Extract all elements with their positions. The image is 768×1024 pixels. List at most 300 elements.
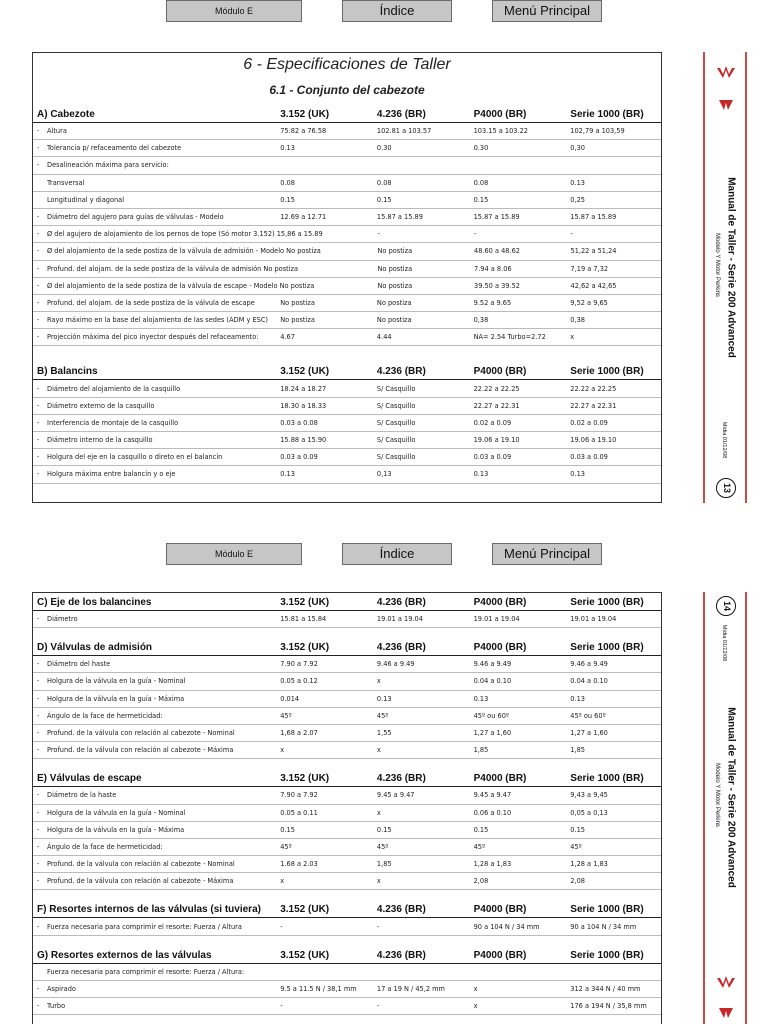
bullet-dash: - xyxy=(37,161,40,170)
cell-value: 45º xyxy=(280,711,292,720)
spec-section xyxy=(33,769,661,890)
cell-value: No postiza xyxy=(377,247,413,256)
row-label-text: Interferencia de montaje de la casquillo xyxy=(47,418,179,427)
column-header: Serie 1000 (BR) xyxy=(570,904,644,916)
section-title: G) Resortes externos de las válvulas xyxy=(37,949,212,961)
row-label xyxy=(33,402,278,410)
row-label-text: Ángulo de la face de hermeticidad: xyxy=(47,842,163,851)
table-row xyxy=(33,278,661,295)
cell-value: 0,05 a 0,13 xyxy=(570,808,608,817)
spec-section xyxy=(33,946,661,1016)
row-label xyxy=(33,144,278,152)
page-number-14: 14 xyxy=(716,596,736,616)
section-title: E) Válvulas de escape xyxy=(37,773,142,785)
cell-value: 0.13 xyxy=(473,470,489,479)
cell-value: 45º ou 60º xyxy=(570,711,606,720)
table-row xyxy=(33,398,661,415)
cell-value: 45º xyxy=(376,842,389,851)
cell-value: - xyxy=(474,230,477,239)
row-label-text: Diámetro interno de la casquillo xyxy=(47,436,153,445)
bullet-dash: - xyxy=(37,825,40,834)
cell-value: 4.67 xyxy=(280,333,295,342)
cell-value: 12.69 a 12.71 xyxy=(280,213,327,222)
cell-value: 48.60 a 48.62 xyxy=(474,247,520,256)
row-label-text: Transversal xyxy=(47,178,85,187)
bullet-dash: - xyxy=(37,984,40,993)
section-header xyxy=(33,105,661,123)
bullet-dash: - xyxy=(37,264,40,273)
spec-section xyxy=(33,105,661,346)
bullet-dash: - xyxy=(37,384,40,393)
bullet-dash: - xyxy=(37,436,40,445)
bullet-dash: - xyxy=(37,298,40,307)
cell-value: 22.22 a 22.25 xyxy=(570,384,617,393)
row-label-text: Tolerancia p/ refaceamento del cabezote xyxy=(47,144,182,153)
cell-value: No postiza xyxy=(377,281,413,290)
table-row xyxy=(33,175,661,192)
row-label xyxy=(33,316,278,324)
column-header: Serie 1000 (BR) xyxy=(570,949,644,961)
row-label-text: Ø del alojamiento de la sede postiza de la válvula de admisión - Modelo No postiza xyxy=(47,247,321,256)
column-header: 4.236 (BR) xyxy=(376,904,426,916)
cell-value: 0.08 xyxy=(473,178,489,187)
row-label xyxy=(33,333,278,341)
cell-value: 0.30 xyxy=(473,144,489,153)
row-label xyxy=(33,385,278,393)
cell-value: x xyxy=(376,677,381,686)
cell-value: 15.81 a 15.84 xyxy=(280,615,327,624)
bullet-dash: - xyxy=(37,842,40,851)
row-label-text: Holgura de la válvula en la guía - Nominal xyxy=(47,808,186,817)
column-header: 3.152 (UK) xyxy=(280,366,330,378)
cell-value: 0.03 a 0.08 xyxy=(280,418,318,427)
cell-value: x xyxy=(473,984,478,993)
section-title: C) Eje de los balancines xyxy=(37,597,152,608)
table-row xyxy=(33,787,661,804)
page-subtitle: 6.1 - Conjunto del cabezote xyxy=(269,83,425,97)
column-header: P4000 (BR) xyxy=(473,642,527,654)
row-label xyxy=(33,985,278,993)
bullet-dash: - xyxy=(37,677,40,686)
column-header: Serie 1000 (BR) xyxy=(570,773,644,785)
table-row xyxy=(33,380,661,397)
cell-value: 0.15 xyxy=(473,825,489,834)
cell-value: 90 a 104 N / 34 mm xyxy=(570,922,637,931)
cell-value: 0.08 xyxy=(376,178,392,187)
cell-value: 17 a 19 N / 45,2 mm xyxy=(376,984,445,993)
row-label-text: Fuerza necesaria para comprimir el resorte: Fuerza / Altura: xyxy=(47,967,245,976)
cell-value: 1,85 xyxy=(473,746,489,755)
table-row xyxy=(33,123,661,140)
section-header xyxy=(33,362,661,380)
cell-value: S/ Casquillo xyxy=(376,436,416,445)
cell-value: 45º ou 60º xyxy=(473,711,509,720)
table-row xyxy=(33,415,661,432)
section-title: A) Cabezote xyxy=(37,109,95,120)
table-row xyxy=(33,157,661,174)
cell-value: 19.01 a 19.04 xyxy=(570,615,617,624)
table-row xyxy=(33,209,661,226)
page-spine-14 xyxy=(703,592,747,1024)
section-header xyxy=(33,946,661,964)
cell-value: 102.81 a 103.57 xyxy=(376,127,432,136)
cell-value: 0.13 xyxy=(280,144,295,153)
cell-value: - xyxy=(280,1002,283,1011)
cell-value: 1.68 a 2.03 xyxy=(280,860,318,869)
cell-value: 9.46 a 9.49 xyxy=(473,660,512,669)
row-label-text: Profund. de la válvula con relación al cabezote - Máxima xyxy=(47,877,234,886)
indice-button-2[interactable]: Índice xyxy=(342,543,452,565)
row-label-text: Profund. del alojam. de la sede postiza de la válvula de escape xyxy=(47,298,255,307)
cell-value: 0.13 xyxy=(280,470,295,479)
cell-value: 18.30 a 18.33 xyxy=(280,401,327,410)
spine-title-2: Manual de Taller - Serie 200 Advanced xyxy=(725,707,737,888)
menu-principal-button-2[interactable]: Menú Principal xyxy=(492,543,602,565)
bullet-dash: - xyxy=(37,711,40,720)
cell-value: 176 a 194 N / 35,8 mm xyxy=(570,1002,647,1011)
cell-value: 0.13 xyxy=(473,694,489,703)
table-row xyxy=(33,964,661,981)
bullet-dash: - xyxy=(37,247,40,256)
cell-value: No postiza xyxy=(376,298,412,307)
table-row xyxy=(33,708,661,725)
cell-value: 9,43 a 9,45 xyxy=(570,791,608,800)
cell-value: 0,38 xyxy=(473,316,489,325)
table-row xyxy=(33,261,661,278)
bullet-dash: - xyxy=(37,281,40,290)
row-label xyxy=(33,695,278,703)
brand-logo-icon-2 xyxy=(715,974,737,994)
cell-value: 0,13 xyxy=(376,470,392,479)
cell-value: 0.13 xyxy=(570,470,585,479)
cell-value: 15.87 a 15.89 xyxy=(473,213,520,222)
spec-sheet-page-14 xyxy=(32,592,662,1024)
cell-value: 0.04 a 0.10 xyxy=(473,677,512,686)
cell-value: 2,08 xyxy=(473,877,489,886)
row-label xyxy=(33,161,278,169)
row-label xyxy=(33,677,278,685)
spec-sections-2 xyxy=(33,593,661,1015)
bullet-dash: - xyxy=(37,453,40,462)
row-label-text: Holgura de la válvula en la guía - Máxima xyxy=(47,825,185,834)
cell-value: - xyxy=(280,922,283,931)
bullet-dash: - xyxy=(37,791,40,800)
indice-button[interactable]: Índice xyxy=(342,0,452,22)
cell-value: 0,30 xyxy=(570,144,585,153)
column-header: Serie 1000 (BR) xyxy=(570,366,644,378)
section-header xyxy=(33,593,661,611)
cell-value: 1,27 a 1,60 xyxy=(473,729,512,738)
row-label xyxy=(33,712,278,720)
spec-section xyxy=(33,900,661,935)
cell-value: 1,85 xyxy=(570,746,585,755)
row-label xyxy=(33,230,323,239)
cell-value: 9.52 a 9.65 xyxy=(473,298,512,307)
column-header: 4.236 (BR) xyxy=(376,366,426,378)
page-title: 6 - Especificaciones de Taller xyxy=(243,56,451,73)
cell-value: No postiza xyxy=(377,264,413,273)
table-row xyxy=(33,998,661,1015)
cell-value: 0,25 xyxy=(570,195,585,204)
row-label xyxy=(33,968,278,976)
column-header: 3.152 (UK) xyxy=(280,949,330,961)
row-label xyxy=(33,791,278,799)
cell-value: 7,19 a 7,32 xyxy=(570,264,609,273)
table-row xyxy=(33,611,661,628)
row-label-text: Profund. de la válvula con relación al cabezote - Nominal xyxy=(47,729,235,738)
table-row xyxy=(33,691,661,708)
row-label-text: Longitudinal y diagonal xyxy=(47,195,125,204)
spec-sections xyxy=(33,105,661,484)
modulo-e-button[interactable]: Módulo E xyxy=(166,0,302,22)
column-header: 4.236 (BR) xyxy=(376,642,426,654)
spine-title: Manual de Taller - Serie 200 Advanced xyxy=(725,177,737,358)
cell-value: 0.30 xyxy=(376,144,392,153)
row-label-text: Diámetro del alojamiento de la casquillo xyxy=(47,384,181,393)
column-header: 3.152 (UK) xyxy=(280,109,330,120)
cell-value: 45º xyxy=(376,711,389,720)
cell-value: 7.90 a 7.92 xyxy=(280,791,318,800)
cell-value: 1,68 a 2.07 xyxy=(280,729,318,738)
cell-value: 0.08 xyxy=(280,178,295,187)
cell-value: 312 a 344 N / 40 mm xyxy=(570,984,641,993)
table-row xyxy=(33,918,661,935)
cell-value: 15.87 a 15.89 xyxy=(570,213,617,222)
table-row xyxy=(33,449,661,466)
bullet-dash: - xyxy=(37,213,40,222)
row-label-text: Desalineación máxima para servicio: xyxy=(47,161,169,170)
cell-value: 7.94 a 8.06 xyxy=(474,264,512,273)
section-title: B) Balancins xyxy=(37,366,98,378)
column-header: P4000 (BR) xyxy=(473,773,527,785)
cell-value: x xyxy=(570,333,575,342)
bullet-dash: - xyxy=(37,615,40,624)
bullet-dash: - xyxy=(37,694,40,703)
cell-value: 102,79 a 103,59 xyxy=(570,127,625,136)
page-spine-13 xyxy=(703,52,747,503)
table-row xyxy=(33,329,661,346)
column-header: 3.152 (UK) xyxy=(280,642,330,654)
bullet-dash: - xyxy=(37,333,40,342)
cell-value: 103.15 a 103.22 xyxy=(473,127,528,136)
row-label-text: Holgura del eje en la casquillo o direto en el balancín xyxy=(47,453,223,462)
row-label-text: Holgura de la válvula en la guía - Nominal xyxy=(47,677,186,686)
bullet-dash: - xyxy=(37,230,40,239)
spine-date: Mídia 01/12/08 xyxy=(721,421,727,459)
bullet-dash: - xyxy=(37,1002,40,1011)
row-label xyxy=(33,281,315,290)
row-label xyxy=(33,1002,278,1010)
row-label xyxy=(33,729,278,737)
table-row xyxy=(33,312,661,329)
cell-value: 9.46 a 9.49 xyxy=(570,660,608,669)
row-label-text: Profund. de la válvula con relación al cabezote - Máxima xyxy=(47,746,234,755)
cell-value: 9.46 a 9.49 xyxy=(376,660,415,669)
row-label-text: Fuerza necesaria para comprimir el resorte: Fuerza / Altura xyxy=(47,922,242,931)
cell-value: 22.27 a 22.31 xyxy=(570,401,617,410)
brand-logo-small-icon xyxy=(715,94,737,114)
cell-value: 75.82 a 76.58 xyxy=(280,127,327,136)
cell-value: 39.50 a 39.52 xyxy=(474,281,520,290)
section-header xyxy=(33,900,661,918)
bullet-dash: - xyxy=(37,746,40,755)
table-row xyxy=(33,466,661,483)
cell-value: 51,22 a 51,24 xyxy=(570,247,617,256)
row-label-text: Profund. de la válvula con relación al cabezote - Nominal xyxy=(47,860,235,869)
cell-value: x xyxy=(376,877,381,886)
cell-value: 0.03 a 0.09 xyxy=(570,453,608,462)
row-label xyxy=(33,877,278,885)
table-row xyxy=(33,839,661,856)
column-header: P4000 (BR) xyxy=(473,949,527,961)
cell-value: 1,27 a 1,60 xyxy=(570,729,608,738)
row-label xyxy=(33,213,278,221)
row-label-text: Holgura de la válvula en la guía - Máxima xyxy=(47,694,185,703)
bullet-dash: - xyxy=(37,144,40,153)
column-header: P4000 (BR) xyxy=(473,904,527,916)
cell-value: No postiza xyxy=(280,316,315,325)
second-navbar xyxy=(0,543,768,567)
cell-value: 1,28 a 1,83 xyxy=(473,860,512,869)
cell-value: 19.01 a 19.04 xyxy=(376,615,423,624)
brand-logo-icon xyxy=(715,64,737,84)
cell-value: - xyxy=(377,230,380,239)
cell-value: 45º xyxy=(473,842,486,851)
bullet-dash: - xyxy=(37,808,40,817)
row-label-text: Profund. del alojam. de la sede postiza de la válvula de admisión No postiza xyxy=(47,264,299,273)
row-label-text: Holgura máxima entre balancín y o eje xyxy=(47,470,176,479)
cell-value: 90 a 104 N / 34 mm xyxy=(473,922,540,931)
column-header: 4.236 (BR) xyxy=(376,949,426,961)
cell-value: - xyxy=(376,922,380,931)
cell-value: 0.13 xyxy=(570,178,585,187)
row-label xyxy=(33,196,278,204)
spine-subtitle-2: Modelo Y Motor Perkins xyxy=(714,763,720,827)
table-row xyxy=(33,822,661,839)
bullet-dash: - xyxy=(37,877,40,886)
cell-value: 9.45 a 9.47 xyxy=(473,791,512,800)
table-row xyxy=(33,873,661,890)
row-label-text: Ángulo de la face de hermeticidad: xyxy=(47,711,163,720)
section-header xyxy=(33,638,661,656)
row-label-text: Projección máxima del pico inyector después del refaceamento: xyxy=(47,333,259,342)
row-label-text: Turbo xyxy=(47,1002,66,1011)
table-row xyxy=(33,981,661,998)
row-label xyxy=(33,809,278,817)
modulo-e-button-2[interactable]: Módulo E xyxy=(166,543,302,565)
table-row xyxy=(33,432,661,449)
row-label xyxy=(33,470,278,478)
row-label xyxy=(33,299,278,307)
row-label-text: Diámetro xyxy=(47,615,78,624)
spec-section xyxy=(33,362,661,483)
row-label xyxy=(33,179,278,187)
table-row xyxy=(33,725,661,742)
column-header: P4000 (BR) xyxy=(473,109,527,120)
cell-value: 0.15 xyxy=(570,825,585,834)
row-label xyxy=(33,264,299,273)
cell-value: No postiza xyxy=(280,298,315,307)
cell-value: S/ Casquillo xyxy=(376,384,416,393)
cell-value: 0.05 a 0.11 xyxy=(280,808,318,817)
cell-value: 7.90 a 7.92 xyxy=(280,660,318,669)
spec-section xyxy=(33,593,661,628)
cell-value: NA= 2.54 Turbo=2.72 xyxy=(473,333,546,342)
row-label xyxy=(33,843,278,851)
row-label xyxy=(33,860,278,868)
cell-value: 9.45 a 9.47 xyxy=(376,791,415,800)
top-navbar xyxy=(0,0,768,24)
bullet-dash: - xyxy=(37,316,40,325)
cell-value: x xyxy=(280,746,285,755)
bullet-dash: - xyxy=(37,860,40,869)
table-row xyxy=(33,243,661,260)
bullet-dash: - xyxy=(37,418,40,427)
cell-value: 0.13 xyxy=(376,694,392,703)
cell-value: 9.5 a 11.5 N / 38,1 mm xyxy=(280,984,357,993)
column-header: P4000 (BR) xyxy=(473,597,527,608)
cell-value: No postiza xyxy=(376,316,412,325)
cell-value: 1,55 xyxy=(376,729,392,738)
spec-section xyxy=(33,638,661,759)
column-header: 4.236 (BR) xyxy=(376,773,426,785)
cell-value: 9,52 a 9,65 xyxy=(570,298,608,307)
spine-date-2: Mídia 01/12/08 xyxy=(721,624,727,662)
row-label-text: Ø del agujero de alojamiento de los pernos de tope (Só motor 3.152) 15,86 a 15.89 xyxy=(47,230,323,239)
brand-logo-small-icon-2 xyxy=(715,1002,737,1022)
row-label-text: Diámetro del agujero para guías de válvulas - Modelo xyxy=(47,213,224,222)
row-label-text: Diámetro de la haste xyxy=(47,791,117,800)
row-label xyxy=(33,436,278,444)
column-header: Serie 1000 (BR) xyxy=(570,109,644,120)
cell-value: 4.44 xyxy=(376,333,392,342)
table-row xyxy=(33,742,661,759)
cell-value: x xyxy=(280,877,285,886)
column-header: 4.236 (BR) xyxy=(376,597,426,608)
bullet-dash: - xyxy=(37,470,40,479)
cell-value: S/ Casquillo xyxy=(376,453,416,462)
cell-value: 0.15 xyxy=(376,195,392,204)
table-row xyxy=(33,226,661,243)
menu-principal-button[interactable]: Menú Principal xyxy=(492,0,602,22)
table-row xyxy=(33,805,661,822)
column-header: Serie 1000 (BR) xyxy=(570,597,644,608)
cell-value: 45º xyxy=(570,842,582,851)
cell-value: - xyxy=(376,1002,380,1011)
cell-value: 0.02 a 0.09 xyxy=(570,418,608,427)
cell-value: S/ Casquillo xyxy=(376,401,416,410)
table-row xyxy=(33,140,661,157)
bullet-dash: - xyxy=(37,660,40,669)
spine-subtitle: Modelo Y Motor Perkins xyxy=(714,233,720,297)
page-number-13: 13 xyxy=(716,478,736,498)
section-header xyxy=(33,769,661,787)
column-header: 3.152 (UK) xyxy=(280,904,330,916)
cell-value: 0.15 xyxy=(280,825,295,834)
row-label xyxy=(33,826,278,834)
bullet-dash: - xyxy=(37,401,40,410)
row-label xyxy=(33,247,321,256)
column-header: P4000 (BR) xyxy=(473,366,527,378)
bullet-dash: - xyxy=(37,922,40,931)
table-row xyxy=(33,856,661,873)
table-row xyxy=(33,656,661,673)
cell-value: 0.13 xyxy=(570,694,585,703)
cell-value: 0.15 xyxy=(280,195,295,204)
cell-value: - xyxy=(570,230,573,239)
table-row xyxy=(33,673,661,690)
row-label xyxy=(33,615,278,623)
